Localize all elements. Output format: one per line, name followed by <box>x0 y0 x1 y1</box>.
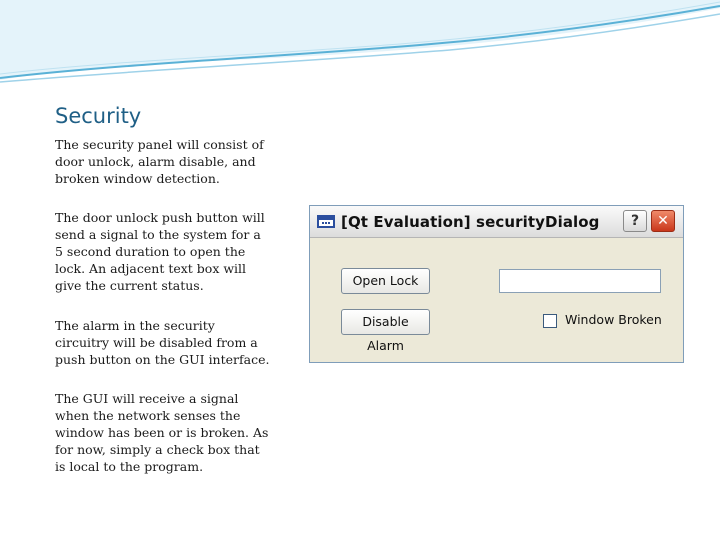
app-window-icon <box>317 215 335 228</box>
help-button[interactable]: ? <box>623 210 647 232</box>
header-wave-decoration <box>0 0 720 90</box>
disable-alarm-button[interactable]: Disable Alarm <box>341 309 430 335</box>
window-broken-checkbox[interactable] <box>543 314 557 328</box>
security-dialog <box>309 205 684 363</box>
lock-status-textbox[interactable] <box>499 269 661 293</box>
paragraph-door-unlock: The door unlock push button will send a signal to the system for a 5 second duration to open the lock. An adjacent text box will give the current status. <box>55 210 265 293</box>
paragraph-alarm: The alarm in the security circuitry will be disabled from a push button on the GUI interface. <box>55 318 270 367</box>
paragraph-overview: The security panel will consist of door unlock, alarm disable, and broken window detection. <box>55 137 264 186</box>
open-lock-button[interactable]: Open Lock <box>341 268 430 294</box>
dialog-title: [Qt Evaluation] securityDialog <box>341 213 600 231</box>
slide-title: Security <box>55 104 142 128</box>
paragraph-window: The GUI will receive a signal when the network senses the window has been or is broken. As for now, simply a check box that is local to the program. <box>55 391 269 474</box>
window-broken-label: Window Broken <box>565 312 662 327</box>
close-button[interactable]: ✕ <box>651 210 675 232</box>
dialog-titlebar[interactable] <box>310 206 683 238</box>
